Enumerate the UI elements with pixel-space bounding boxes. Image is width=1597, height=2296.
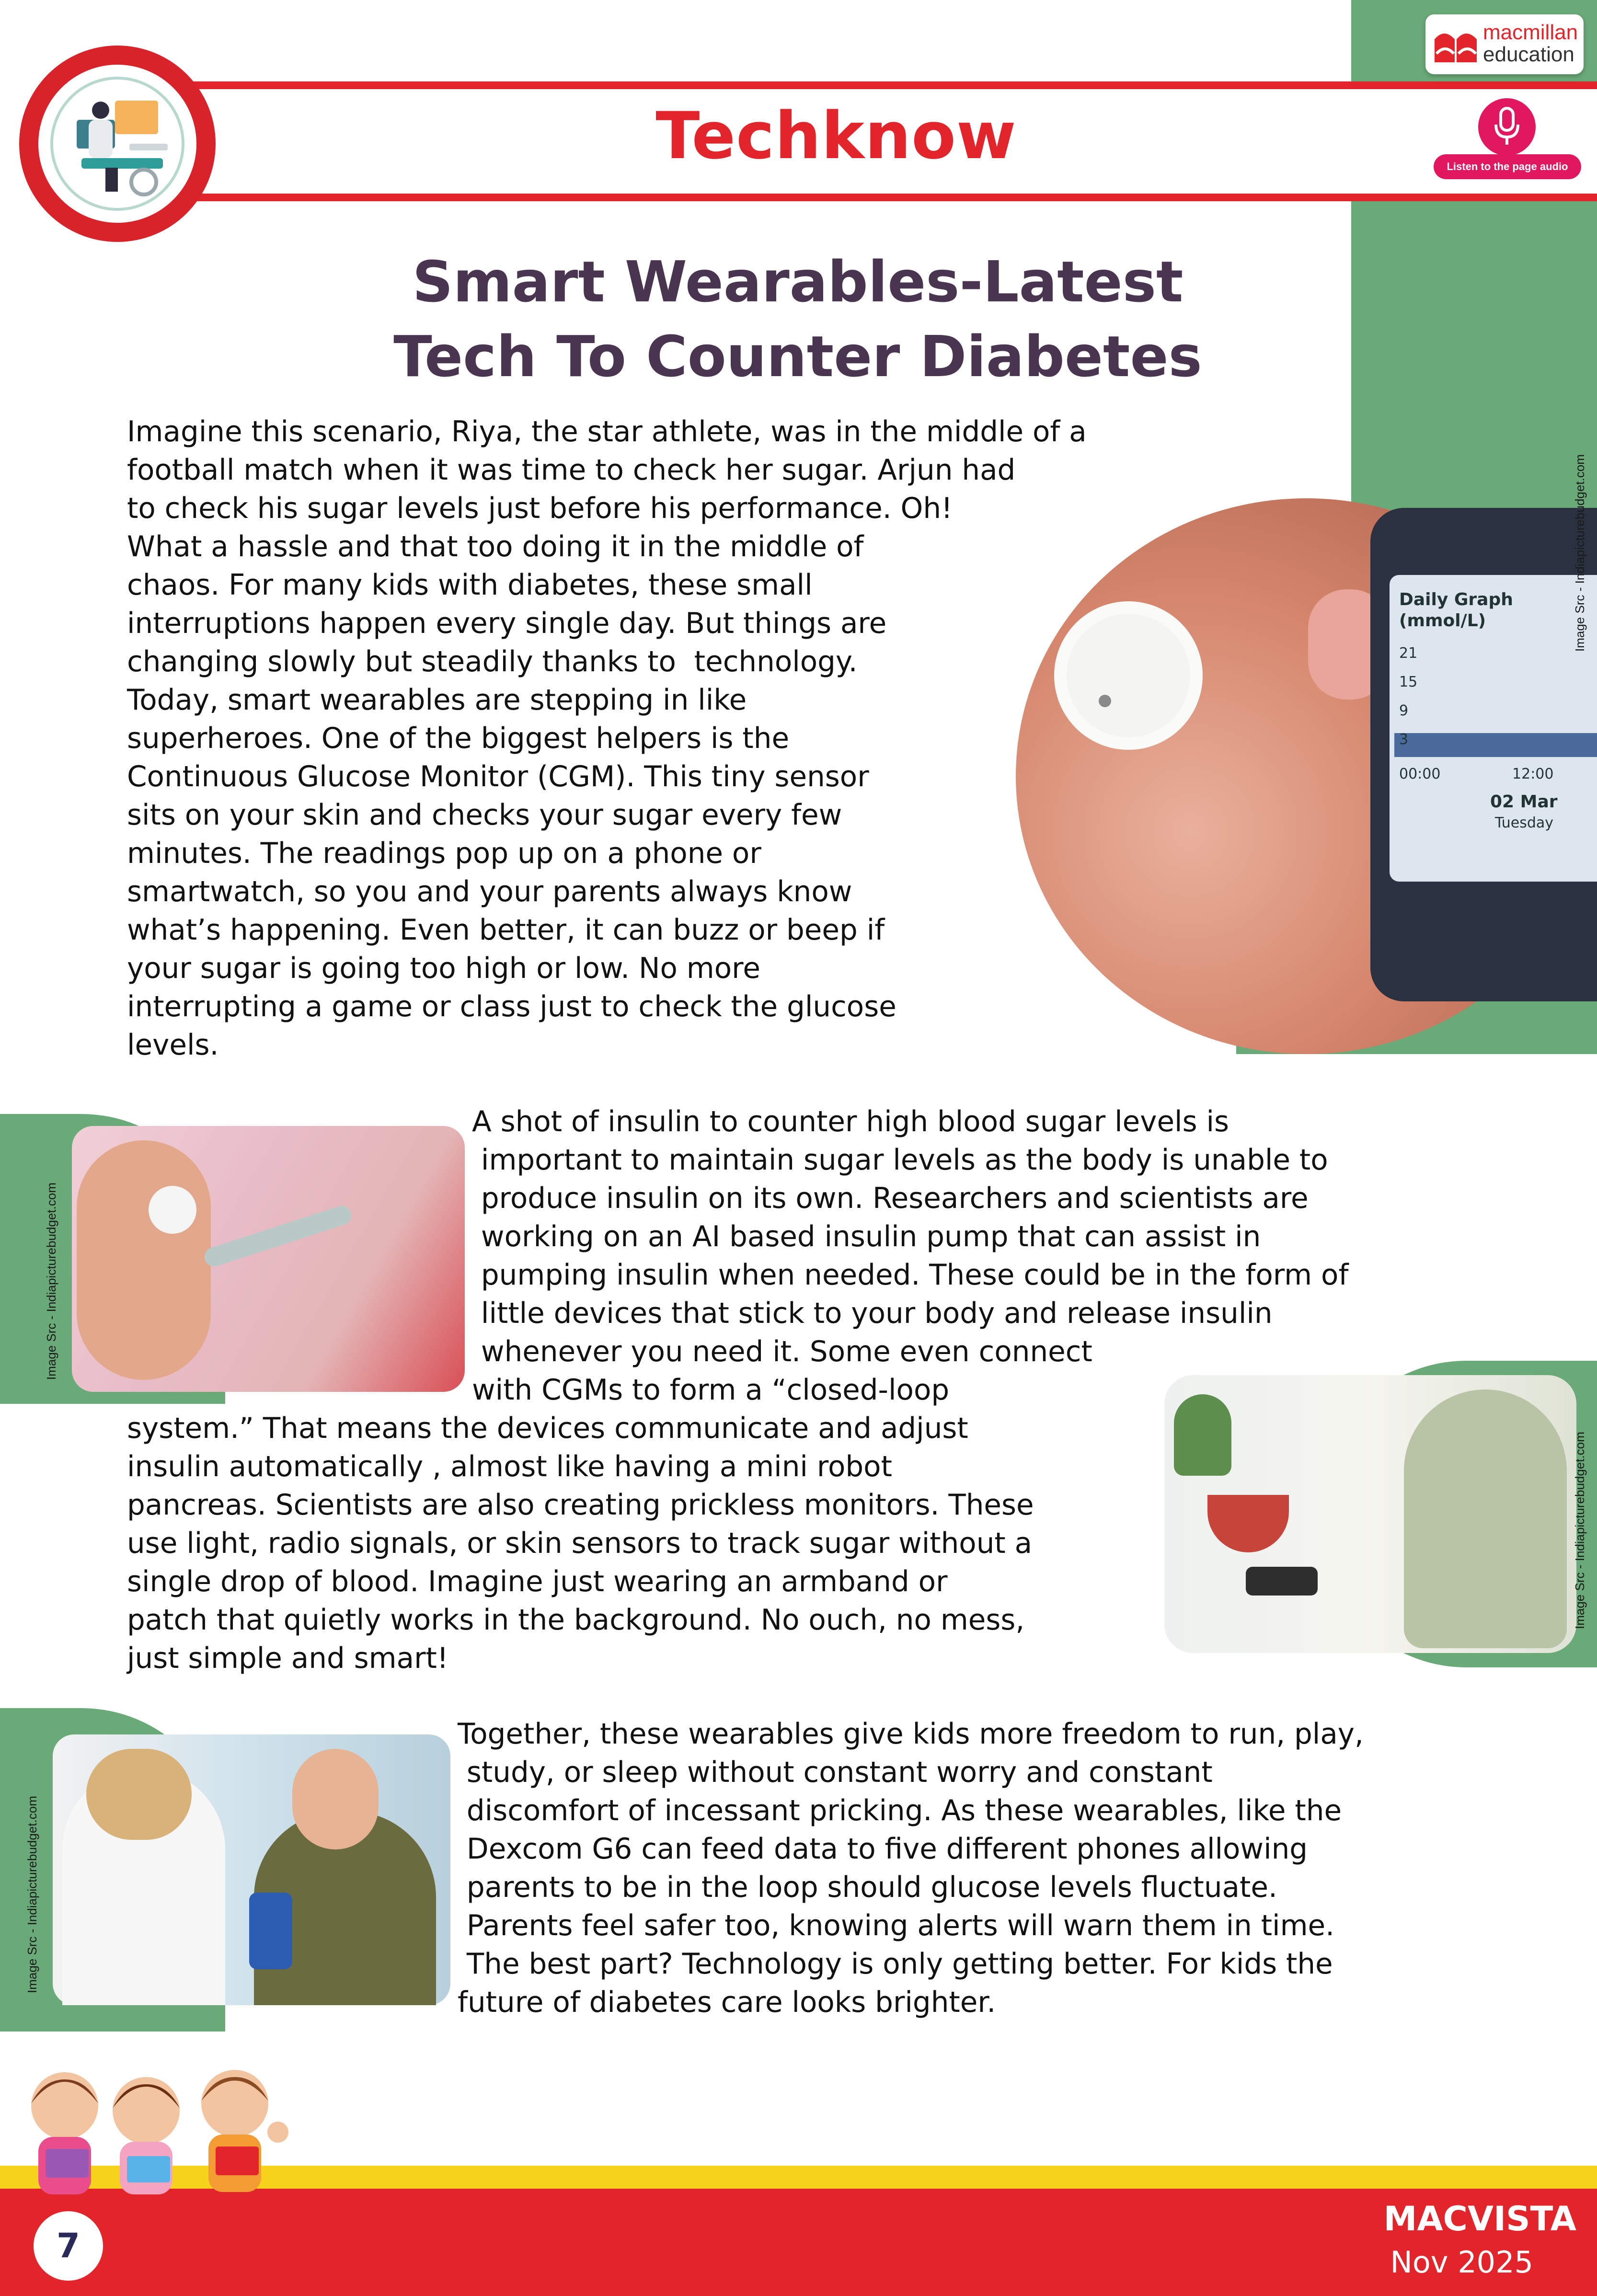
image-credit: Image Src - Indiapicturebudget.com	[1573, 1432, 1587, 1629]
section-title: Techknow	[655, 98, 1017, 173]
text-line: important to maintain sugar levels as the body is unable to	[472, 1144, 1328, 1177]
publisher-sub: education	[1483, 43, 1574, 66]
reader-unit: (mmol/L)	[1399, 611, 1486, 631]
reader-screen-text	[1399, 589, 1596, 834]
text-line: sits on your skin and checks your sugar every few	[127, 799, 842, 832]
reader-time: 00:00	[1399, 766, 1441, 782]
text-line: pancreas. Scientists are also creating prickless monitors. These	[127, 1489, 1034, 1522]
text-line: chaos. For many kids with diabetes, these small	[127, 569, 813, 602]
text-line: levels.	[127, 1029, 219, 1062]
text-line: superheroes. One of the biggest helpers is the	[127, 722, 790, 755]
text-line: insulin automatically , almost like having a mini robot	[127, 1450, 892, 1483]
text-line: your sugar is going too high or low. No more	[127, 952, 760, 985]
text-line: whenever you need it. Some even connect	[472, 1335, 1092, 1368]
paragraph-closed-loop	[127, 1410, 1157, 1678]
article-title	[268, 244, 1327, 394]
text-line: interruptions happen every single day. But things are	[127, 607, 887, 640]
text-line: what’s happening. Even better, it can buzz or beep if	[127, 914, 885, 947]
text-line: patch that quietly works in the background. No ouch, no mess,	[127, 1604, 1025, 1637]
article-title-line2: Tech To Counter Diabetes	[393, 323, 1202, 390]
text-line: Imagine this scenario, Riya, the star athlete, was in the middle of a	[127, 415, 1087, 448]
reader-title: Daily Graph	[1399, 590, 1513, 609]
text-line: What a hassle and that too doing it in the middle of	[127, 530, 864, 563]
listen-audio-button[interactable]: Listen to the page audio	[1434, 154, 1581, 179]
reader-tick: 15	[1399, 674, 1418, 690]
issue-date: Nov 2025	[1390, 2245, 1533, 2280]
text-line: just simple and smart!	[127, 1642, 448, 1675]
text-line: Continuous Glucose Monitor (CGM). This tiny sensor	[127, 760, 869, 793]
image-credit: Image Src - Indiapicturebudget.com	[1573, 454, 1587, 652]
reader-tick: 9	[1399, 702, 1409, 719]
paragraph-insulin	[472, 1103, 1512, 1410]
text-line: to check his sugar levels just before his performance. Oh!	[127, 492, 953, 525]
text-line: system.” That means the devices communicate and adjust	[127, 1412, 968, 1445]
text-line: future of diabetes care looks brighter.	[458, 1986, 996, 2019]
text-line: discomfort of incessant pricking. As these wearables, like the	[458, 1794, 1342, 1827]
image-credit: Image Src - Indiapicturebudget.com	[25, 1796, 39, 1993]
text-line: pumping insulin when needed. These could be in the form of	[472, 1259, 1349, 1292]
text-line: smartwatch, so you and your parents always know	[127, 875, 852, 908]
reader-date: 02 Mar	[1490, 792, 1558, 812]
publisher-wordmark	[1483, 22, 1584, 66]
microphone-icon	[1490, 105, 1524, 149]
photo-plant	[1174, 1394, 1231, 1476]
reader-time: 12:00	[1512, 766, 1554, 782]
text-line: football match when it was time to check her sugar. Arjun had	[127, 454, 1016, 487]
reader-day: Tuesday	[1495, 815, 1554, 831]
text-line: use light, radio signals, or skin sensors to track sugar without a	[127, 1527, 1033, 1560]
text-line: working on an AI based insulin pump that can assist in	[472, 1220, 1261, 1253]
reading-kids-illustration	[19, 2060, 297, 2214]
text-line: changing slowly but steadily thanks to technology.	[127, 645, 858, 678]
text-line: produce insulin on its own. Researchers and scientists are	[472, 1182, 1309, 1215]
magazine-name: MACVISTA	[1383, 2199, 1576, 2239]
photo-woman	[1404, 1389, 1567, 1648]
article-title-line1: Smart Wearables-Latest	[412, 249, 1183, 315]
photo-arm	[77, 1140, 211, 1380]
text-line: parents to be in the loop should glucose levels fluctuate.	[458, 1871, 1277, 1904]
publisher-name: macmillan	[1483, 21, 1578, 44]
reader-tick: 3	[1399, 731, 1409, 748]
macmillan-logo-icon	[1433, 25, 1479, 63]
reader-tick: 21	[1399, 645, 1418, 662]
photo-phone	[249, 1893, 292, 1969]
text-line: interrupting a game or class just to check the glucose	[127, 990, 896, 1023]
text-line: Together, these wearables give kids more freedom to run, play,	[458, 1718, 1364, 1751]
text-line: Parents feel safer too, knowing alerts will warn them in time.	[458, 1909, 1335, 1942]
text-line: study, or sleep without constant worry and constant	[458, 1756, 1213, 1789]
paragraph-intro	[127, 413, 1229, 1065]
text-line: with CGMs to form a “closed-loop	[472, 1374, 950, 1407]
image-credit: Image Src - Indiapicturebudget.com	[44, 1182, 58, 1380]
photo-sensor-patch	[149, 1186, 196, 1234]
photo-patient-head	[292, 1749, 379, 1849]
text-line: Dexcom G6 can feed data to five different phones allowing	[458, 1833, 1308, 1866]
photo-doctor-head	[86, 1749, 192, 1840]
paragraph-conclusion	[458, 1715, 1512, 2022]
text-line: The best part? Technology is only getting better. For kids the	[458, 1948, 1333, 1981]
text-line: Today, smart wearables are stepping in like	[127, 684, 747, 717]
photo-glucose-meter	[1246, 1567, 1318, 1596]
text-line: little devices that stick to your body and release insulin	[472, 1297, 1273, 1330]
text-line: single drop of blood. Imagine just wearing an armband or	[127, 1565, 948, 1598]
text-line: minutes. The readings pop up on a phone or	[127, 837, 761, 870]
text-line: A shot of insulin to counter high blood sugar levels is	[472, 1105, 1229, 1138]
person-at-computer-icon	[62, 91, 177, 201]
page-number: 7	[57, 2226, 80, 2265]
